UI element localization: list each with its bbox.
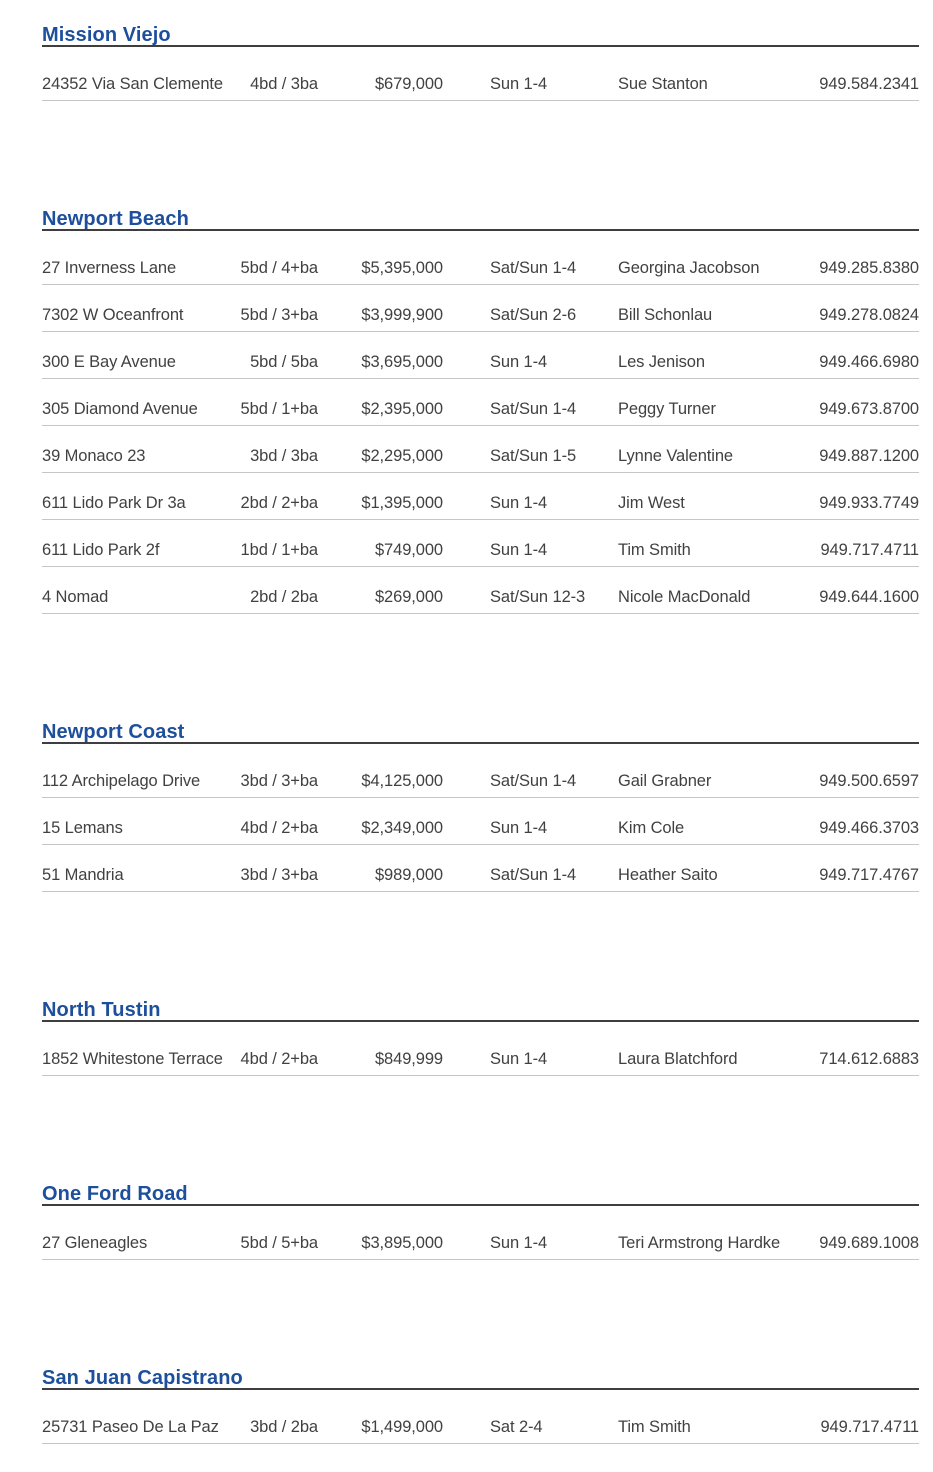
listing-agent: Tim Smith: [618, 520, 793, 567]
listing-open-time: Sun 1-4: [443, 54, 618, 101]
listing-price: $1,499,000: [318, 1397, 443, 1444]
listing-beds-baths: 2bd / 2+ba: [230, 473, 318, 520]
listing-phone: 949.689.1008: [793, 1213, 919, 1260]
listing-address: 24352 Via San Clemente: [42, 54, 230, 101]
listing-phone: 949.673.8700: [793, 379, 919, 426]
listing-address: 27 Gleneagles: [42, 1213, 230, 1260]
listing-row: [42, 1029, 919, 1076]
listing-open-time: Sun 1-4: [443, 798, 618, 845]
listing-phone: 949.466.3703: [793, 798, 919, 845]
listing-beds-baths: 1bd / 1+ba: [230, 520, 318, 567]
listing-price: $1,395,000: [318, 473, 443, 520]
listing-beds-baths: 2bd / 2ba: [230, 567, 318, 614]
listing-address: 611 Lido Park Dr 3a: [42, 473, 230, 520]
listing-agent: Les Jenison: [618, 332, 793, 379]
section-heading: Newport Coast: [42, 722, 919, 744]
listing-beds-baths: 5bd / 1+ba: [230, 379, 318, 426]
section-heading: North Tustin: [42, 1000, 919, 1022]
listing-beds-baths: 3bd / 3ba: [230, 426, 318, 473]
listing-price: $269,000: [318, 567, 443, 614]
listing-price: $749,000: [318, 520, 443, 567]
listing-address: 27 Inverness Lane: [42, 238, 230, 285]
listing-agent: Sue Stanton: [618, 54, 793, 101]
listing-address: 15 Lemans: [42, 798, 230, 845]
listing-open-time: Sat/Sun 1-5: [443, 426, 618, 473]
listing-address: 112 Archipelago Drive: [42, 751, 230, 798]
listing-address: 611 Lido Park 2f: [42, 520, 230, 567]
listing-address: 300 E Bay Avenue: [42, 332, 230, 379]
listing-price: $3,695,000: [318, 332, 443, 379]
listing-beds-baths: 5bd / 5+ba: [230, 1213, 318, 1260]
listing-agent: Heather Saito: [618, 845, 793, 892]
section-newport-beach: [42, 209, 919, 614]
listing-open-time: Sat 2-4: [443, 1397, 618, 1444]
listing-agent: Kim Cole: [618, 798, 793, 845]
section-one-ford-road: [42, 1184, 919, 1260]
listing-row: [42, 1213, 919, 1260]
listing-open-time: Sun 1-4: [443, 1029, 618, 1076]
listings-table: [42, 54, 919, 101]
section-san-juan-capistrano: [42, 1368, 919, 1444]
listing-agent: Lynne Valentine: [618, 426, 793, 473]
listing-row: [42, 845, 919, 892]
listing-price: $4,125,000: [318, 751, 443, 798]
section-north-tustin: [42, 1000, 919, 1076]
listing-agent: Georgina Jacobson: [618, 238, 793, 285]
listing-row: [42, 379, 919, 426]
listing-open-time: Sun 1-4: [443, 520, 618, 567]
listing-open-time: Sun 1-4: [443, 473, 618, 520]
listing-address: 51 Mandria: [42, 845, 230, 892]
listing-phone: 949.285.8380: [793, 238, 919, 285]
listing-phone: 949.500.6597: [793, 751, 919, 798]
listing-phone: 949.278.0824: [793, 285, 919, 332]
listing-phone: 949.717.4767: [793, 845, 919, 892]
section-heading: San Juan Capistrano: [42, 1368, 919, 1390]
listing-beds-baths: 3bd / 3+ba: [230, 751, 318, 798]
listing-row: [42, 567, 919, 614]
listing-open-time: Sat/Sun 1-4: [443, 751, 618, 798]
listings-table: [42, 751, 919, 892]
listing-price: $2,349,000: [318, 798, 443, 845]
listing-agent: Tim Smith: [618, 1397, 793, 1444]
listing-price: $849,999: [318, 1029, 443, 1076]
listing-row: [42, 751, 919, 798]
listing-row: [42, 1397, 919, 1444]
section-heading: Newport Beach: [42, 209, 919, 231]
listing-phone: 949.717.4711: [793, 1397, 919, 1444]
listing-price: $5,395,000: [318, 238, 443, 285]
listing-phone: 949.887.1200: [793, 426, 919, 473]
listing-beds-baths: 5bd / 3+ba: [230, 285, 318, 332]
listing-address: 1852 Whitestone Terrace: [42, 1029, 230, 1076]
listing-phone: 949.584.2341: [793, 54, 919, 101]
listings-table: [42, 1213, 919, 1260]
listing-row: [42, 238, 919, 285]
section-heading: One Ford Road: [42, 1184, 919, 1206]
listing-agent: Laura Blatchford: [618, 1029, 793, 1076]
listing-beds-baths: 3bd / 2ba: [230, 1397, 318, 1444]
listing-beds-baths: 5bd / 4+ba: [230, 238, 318, 285]
listing-phone: 949.644.1600: [793, 567, 919, 614]
listing-agent: Jim West: [618, 473, 793, 520]
listing-address: 305 Diamond Avenue: [42, 379, 230, 426]
section-newport-coast: [42, 722, 919, 892]
listing-address: 7302 W Oceanfront: [42, 285, 230, 332]
listing-open-time: Sat/Sun 1-4: [443, 379, 618, 426]
listing-price: $3,999,900: [318, 285, 443, 332]
listing-phone: 949.717.4711: [793, 520, 919, 567]
listing-open-time: Sun 1-4: [443, 1213, 618, 1260]
listing-open-time: Sat/Sun 12-3: [443, 567, 618, 614]
listing-phone: 949.466.6980: [793, 332, 919, 379]
listing-beds-baths: 4bd / 3ba: [230, 54, 318, 101]
listing-open-time: Sat/Sun 2-6: [443, 285, 618, 332]
listing-agent: Gail Grabner: [618, 751, 793, 798]
listing-agent: Nicole MacDonald: [618, 567, 793, 614]
listing-address: 4 Nomad: [42, 567, 230, 614]
listing-open-time: Sat/Sun 1-4: [443, 238, 618, 285]
listing-beds-baths: 5bd / 5ba: [230, 332, 318, 379]
listing-price: $989,000: [318, 845, 443, 892]
listing-row: [42, 426, 919, 473]
listing-address: 25731 Paseo De La Paz: [42, 1397, 230, 1444]
listing-agent: Teri Armstrong Hardke: [618, 1213, 793, 1260]
section-heading: Mission Viejo: [42, 25, 919, 47]
listing-address: 39 Monaco 23: [42, 426, 230, 473]
listing-row: [42, 54, 919, 101]
listing-agent: Peggy Turner: [618, 379, 793, 426]
listing-row: [42, 473, 919, 520]
listing-price: $679,000: [318, 54, 443, 101]
listings-table: [42, 1029, 919, 1076]
listing-price: $2,295,000: [318, 426, 443, 473]
listing-price: $2,395,000: [318, 379, 443, 426]
listing-beds-baths: 4bd / 2+ba: [230, 798, 318, 845]
listing-price: $3,895,000: [318, 1213, 443, 1260]
listing-beds-baths: 4bd / 2+ba: [230, 1029, 318, 1076]
listing-row: [42, 520, 919, 567]
listing-row: [42, 285, 919, 332]
listing-phone: 949.933.7749: [793, 473, 919, 520]
listing-open-time: Sun 1-4: [443, 332, 618, 379]
listing-row: [42, 798, 919, 845]
listings-table: [42, 1397, 919, 1444]
listings-table: [42, 238, 919, 614]
listing-row: [42, 332, 919, 379]
section-mission-viejo: [42, 25, 919, 101]
listing-agent: Bill Schonlau: [618, 285, 793, 332]
listing-open-time: Sat/Sun 1-4: [443, 845, 618, 892]
listing-phone: 714.612.6883: [793, 1029, 919, 1076]
listing-beds-baths: 3bd / 3+ba: [230, 845, 318, 892]
